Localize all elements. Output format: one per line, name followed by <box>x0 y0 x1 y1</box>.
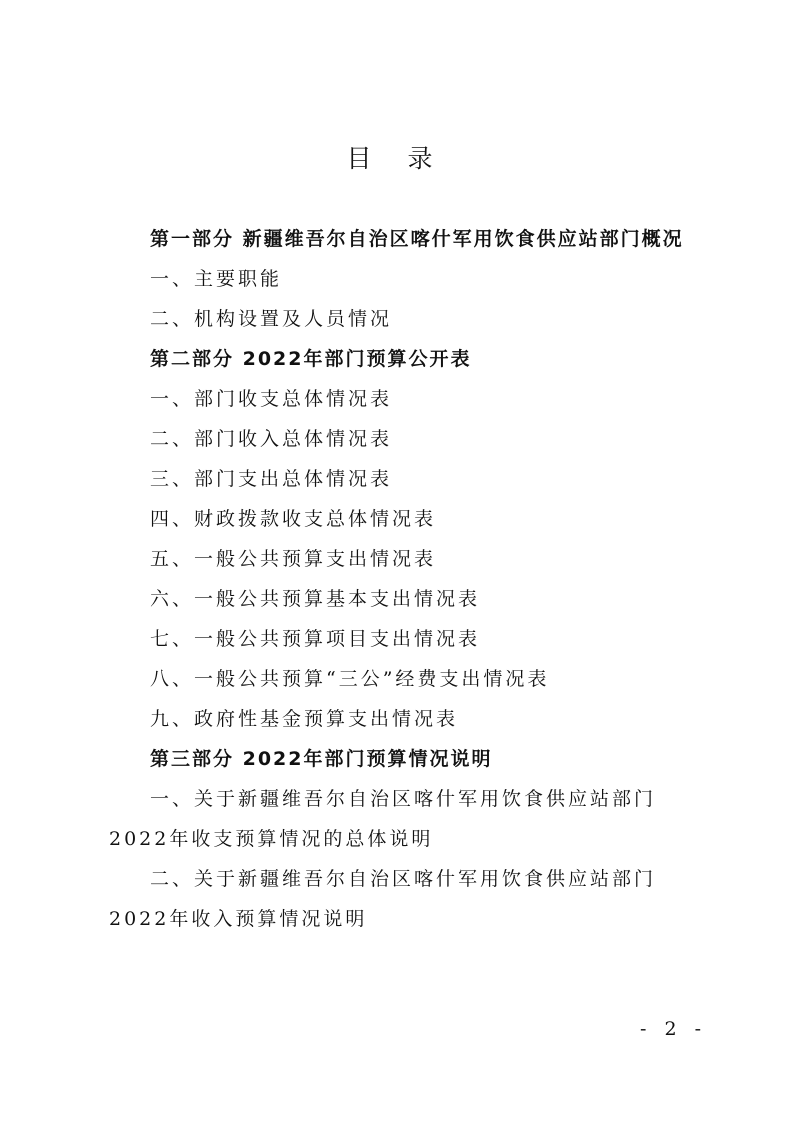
part2-heading: 第二部分 2022年部门预算公开表 <box>150 348 472 370</box>
part1-heading: 第一部分 新疆维吾尔自治区喀什军用饮食供应站部门概况 <box>150 228 684 250</box>
toc-item-paragraph: 一、关于新疆维吾尔自治区喀什军用饮食供应站部门2022年收支预算情况的总体说明 <box>109 788 657 850</box>
toc-item: 一、部门收支总体情况表 <box>150 388 393 410</box>
toc-item: 五、一般公共预算支出情况表 <box>150 548 437 570</box>
toc-item: 九、政府性基金预算支出情况表 <box>150 708 459 730</box>
toc-item: 二、机构设置及人员情况 <box>150 308 393 330</box>
part3-heading: 第三部分 2022年部门预算情况说明 <box>150 748 493 770</box>
toc-item: 二、部门收入总体情况表 <box>150 428 393 450</box>
toc-item: 七、一般公共预算项目支出情况表 <box>150 628 481 650</box>
page-number: - 2 - <box>640 1018 708 1040</box>
toc-item: 一、主要职能 <box>150 268 283 290</box>
toc-item-paragraph: 二、关于新疆维吾尔自治区喀什军用饮食供应站部门2022年收入预算情况说明 <box>109 868 657 930</box>
toc-item: 三、部门支出总体情况表 <box>150 468 393 490</box>
page-title: 目 录 <box>346 144 447 173</box>
toc-item: 四、财政拨款收支总体情况表 <box>150 508 437 530</box>
toc-item: 八、一般公共预算“三公”经费支出情况表 <box>150 668 550 690</box>
toc-item: 六、一般公共预算基本支出情况表 <box>150 588 481 610</box>
